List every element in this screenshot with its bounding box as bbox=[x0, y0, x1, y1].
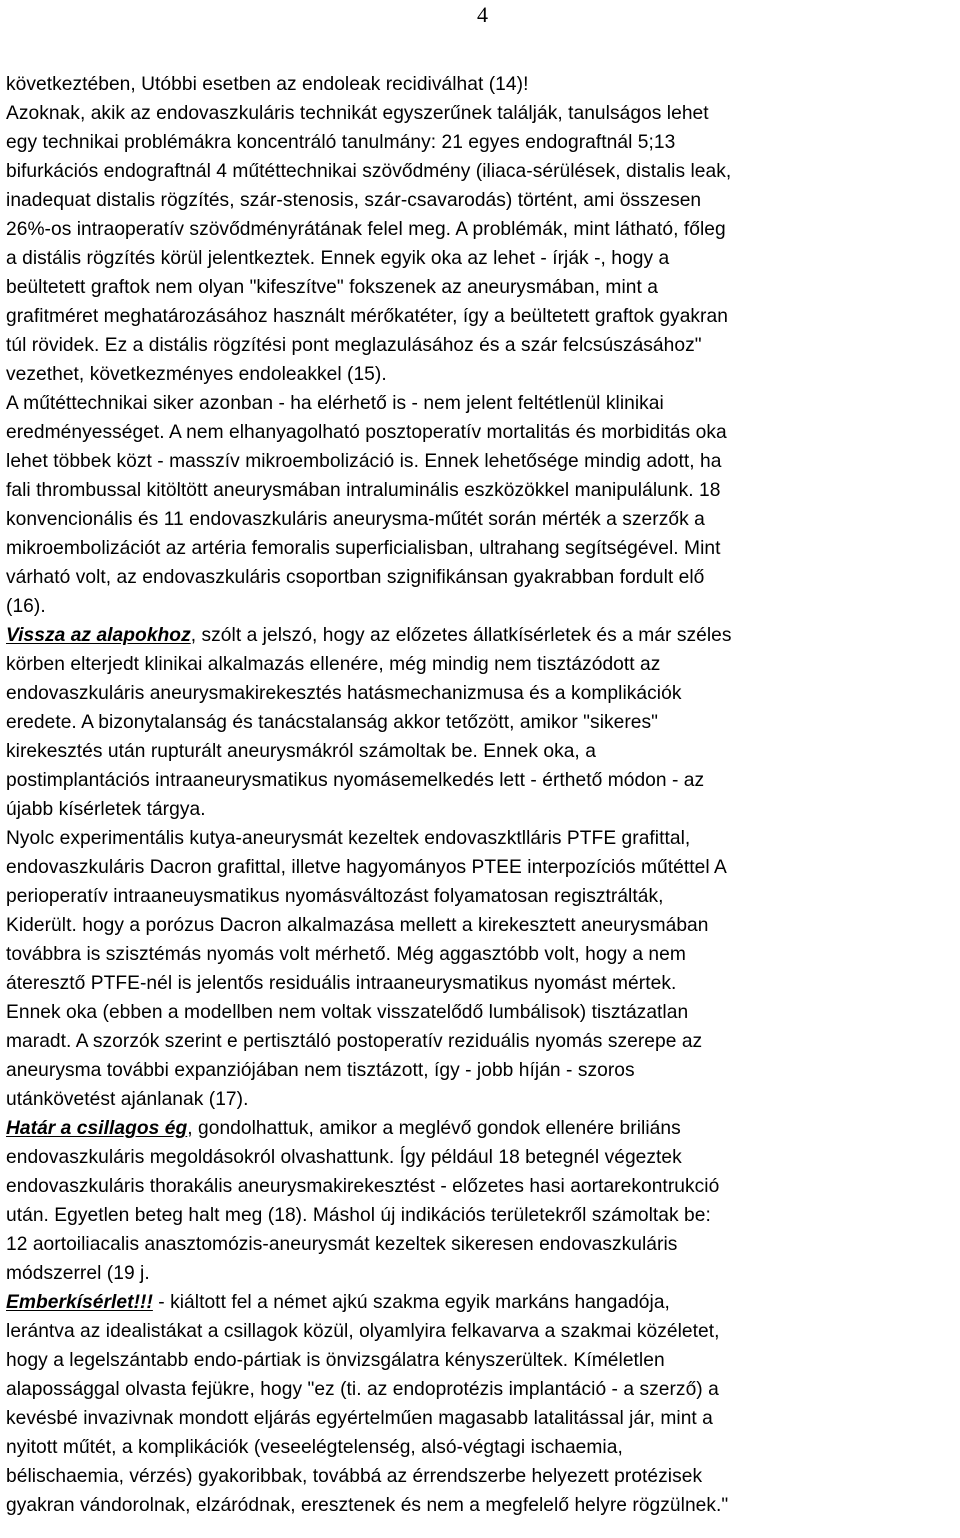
text-line: aneurysma további expanziójában nem tisztázott, így - jobb híján - szoros bbox=[6, 1060, 635, 1081]
text-line: egy technikai problémákra koncentráló tanulmány: 21 egyes endograftnál 5;13 bbox=[6, 132, 676, 153]
text-line: Kiderült. hogy a porózus Dacron alkalmazása mellett a kirekesztett aneurysmában bbox=[6, 915, 709, 936]
text-line: után. Egyetlen beteg halt meg (18). Máshol új indikációs területekről számoltak be: bbox=[6, 1205, 711, 1226]
paragraph-emberkiserlet bbox=[6, 1288, 958, 1520]
text-line: újabb kísérletek tárgya. bbox=[6, 799, 206, 820]
text-line: hogy a legelszántabb endo-pártiak is önvizsgálatra kényszerültek. Kíméletlen bbox=[6, 1350, 665, 1371]
paragraph-vissza-az-alapokhoz bbox=[6, 621, 958, 1114]
text-line: várható volt, az endovaszkuláris csoportban szignifikánsan gyakrabban fordult elő bbox=[6, 567, 705, 588]
text-line: postimplantációs intraaneurysmatikus nyomásemelkedés lett - érthető módon - az bbox=[6, 770, 705, 791]
section-heading: Emberkísérlet!!! bbox=[6, 1292, 153, 1313]
text-line: alapossággal olvasta fejükre, hogy "ez (ti. az endoprotézis implantáció - a szerző) a bbox=[6, 1379, 719, 1400]
text-line: lerántva az idealistákat a csillagok közül, olyamlyira felkavarva a szakmai közéletet, bbox=[6, 1321, 720, 1342]
text-line bbox=[6, 1288, 958, 1317]
text-line: utánkövetést ajánlanak (17). bbox=[6, 1089, 249, 1110]
text-line: vezethet, következményes endoleakkel (15). bbox=[6, 364, 387, 385]
text-line: A műtéttechnikai siker azonban - ha elérhető is - nem jelent feltétlenül klinikai bbox=[6, 393, 664, 414]
text-line: Azoknak, akik az endovaszkuláris technikát egyszerűnek találják, tanulságos lehet bbox=[6, 103, 709, 124]
text-line: a distális rögzítés körül jelentkeztek. Ennek egyik oka az lehet - írják -, hogy a bbox=[6, 248, 670, 269]
text-line: perioperatív intraaneuysmatikus nyomásváltozást folyamatosan regisztrálták, bbox=[6, 886, 664, 907]
text-line: 26%-os intraoperatív szövődményrátának felel meg. A problémák, mint látható, főleg bbox=[6, 219, 726, 240]
text-line: következtében, Utóbbi esetben az endoleak recidiválhat (14)! bbox=[6, 74, 529, 95]
text-line-rest: - kiáltott fel a német ajkú szakma egyik markáns hangadója, bbox=[152, 1292, 670, 1313]
text-line: beültetett graftok nem olyan "kifeszítve" fokszenek az aneurysmában, mint a bbox=[6, 277, 658, 298]
text-line: eredete. A bizonytalanság és tanácstalanság akkor tetőzött, amikor "sikeres" bbox=[6, 712, 659, 733]
text-line bbox=[6, 1114, 958, 1143]
section-heading: Határ a csillagos ég bbox=[6, 1118, 188, 1139]
text-line: körben elterjedt klinikai alkalmazás ellenére, még mindig nem tisztázódott az bbox=[6, 654, 661, 675]
text-line: grafitméret meghatározásához használt mérőkatéter, így a beültetett graftok gyakran bbox=[6, 306, 728, 327]
text-line bbox=[6, 621, 958, 650]
text-line: endovaszkuláris thorakális aneurysmakirekesztést - előzetes hasi aortarekontrukció bbox=[6, 1176, 720, 1197]
text-line: (16). bbox=[6, 596, 46, 617]
text-line: Nyolc experimentális kutya-aneurysmát kezeltek endovaszktlláris PTFE grafittal, bbox=[6, 828, 691, 849]
section-heading: Vissza az alapokhoz bbox=[6, 625, 191, 646]
text-line: eredményességet. A nem elhanyagolható posztoperatív mortalitás és morbiditás oka bbox=[6, 422, 727, 443]
text-line: áteresztő PTFE-nél is jelentős residuális intraaneurysmatikus nyomást mértek. bbox=[6, 973, 677, 994]
text-line: inadequat distalis rögzítés, szár-stenosis, szár-csavarodás) történt, ami összesen bbox=[6, 190, 702, 211]
text-line: mikroembolizációt az artéria femoralis superficialisban, ultrahang segítségével. Mint bbox=[6, 538, 721, 559]
text-line: módszerrel (19 j. bbox=[6, 1263, 150, 1284]
page-number: 4 bbox=[477, 2, 488, 27]
text-line: maradt. A szorzók szerint e pertisztáló postoperatív reziduális nyomás szerepe az bbox=[6, 1031, 703, 1052]
paragraph-endoleak bbox=[6, 70, 958, 621]
text-line-rest: , gondolhattuk, amikor a meglévő gondok ellenére briliáns bbox=[187, 1118, 681, 1139]
text-line: konvencionális és 11 endovaszkuláris aneurysma-műtét során mérték a szerzők a bbox=[6, 509, 705, 530]
text-line: nyitott műtét, a komplikációk (veseelégtelenség, alsó-végtagi ischaemia, bbox=[6, 1437, 623, 1458]
text-line: endovaszkuláris Dacron grafittal, illetve hagyományos PTEE interpozíciós műtéttel A bbox=[6, 857, 727, 878]
text-line: bifurkációs endograftnál 4 műtéttechnikai szövődmény (iliaca-sérülések, distalis leak, bbox=[6, 161, 732, 182]
text-line: kirekesztés után rupturált aneurysmákról számoltak be. Ennek oka, a bbox=[6, 741, 596, 762]
text-line: endovaszkuláris aneurysmakirekesztés hatásmechanizmusa és a komplikációk bbox=[6, 683, 682, 704]
text-line: endovaszkuláris megoldásokról olvashattunk. Így például 18 betegnél végeztek bbox=[6, 1147, 682, 1168]
text-line: lehet többek közt - masszív mikroembolizáció is. Ennek lehetősége mindig adott, ha bbox=[6, 451, 722, 472]
text-line: fali thrombussal kitöltött aneurysmában intraluminális eszközökkel manipulálunk. 18 bbox=[6, 480, 721, 501]
text-line: 12 aortoiliacalis anasztomózis-aneurysmát kezeltek sikeresen endovaszkuláris bbox=[6, 1234, 678, 1255]
text-line: gyakran vándorolnak, elzáródnak, eresztenek és nem a megfelelő helyre rögzülnek." bbox=[6, 1495, 729, 1516]
text-line-rest: , szólt a jelszó, hogy az előzetes állatkísérletek és a már széles bbox=[190, 625, 732, 646]
text-line: túl rövidek. Ez a distális rögzítési pont meglazulásához és a szár felcsúszásához" bbox=[6, 335, 702, 356]
text-line: bélischaemia, vérzés) gyakoribbak, továbbá az érrendszerbe helyezett protézisek bbox=[6, 1466, 703, 1487]
text-line: Ennek oka (ebben a modellben nem voltak visszatelődő lumbálisok) tisztázatlan bbox=[6, 1002, 689, 1023]
paragraph-hatar-a-csillagos-eg bbox=[6, 1114, 958, 1288]
text-line: továbbra is szisztémás nyomás volt mérhető. Még aggasztóbb volt, hogy a nem bbox=[6, 944, 686, 965]
text-line: kevésbé invazivnak mondott eljárás egyértelműen magasabb latalitással jár, mint a bbox=[6, 1408, 713, 1429]
body-text bbox=[6, 70, 958, 1520]
